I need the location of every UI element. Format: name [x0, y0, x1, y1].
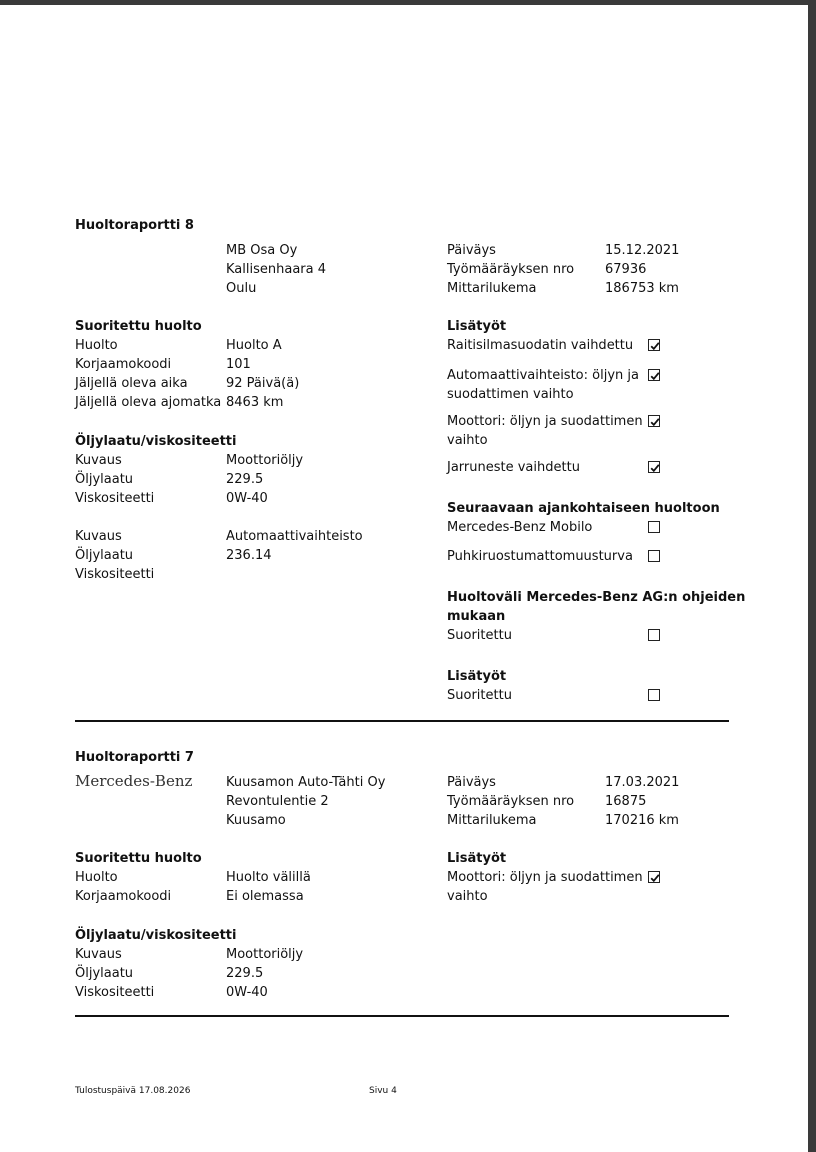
report8-order: 67936 [605, 262, 647, 277]
report8-next-checkbox[interactable] [648, 521, 660, 533]
checkmark-icon [649, 340, 661, 352]
checkmark-icon [649, 370, 661, 382]
report7-oil-heading: Öljylaatu/viskositeetti [75, 928, 237, 943]
report7-oil-label: Viskositeetti [75, 985, 155, 1000]
checkmark-icon [649, 872, 661, 884]
report8-dealer-street: Kallisenhaara 4 [226, 262, 326, 277]
report8-dealer-city: Oulu [226, 281, 257, 296]
report8-service-label: Korjaamokoodi [75, 357, 172, 372]
report8-oil-label: Viskositeetti [75, 491, 155, 506]
report8-oil-label: Öljylaatu [75, 548, 134, 563]
report8-extra-item-label-cont: vaihto [447, 433, 488, 448]
footer-page-number: Sivu 4 [369, 1086, 397, 1096]
report7-odometer: 170216 km [605, 813, 679, 828]
report8-title: Huoltoraportti 8 [75, 218, 194, 233]
report8-service-value: 8463 km [226, 395, 284, 410]
report7-date-label: Päiväys [447, 775, 496, 790]
report8-oil-value: Automaattivaihteisto [226, 529, 363, 544]
report7-service-value: Huolto välillä [226, 870, 311, 885]
report7-dealer-city: Kuusamo [226, 813, 286, 828]
report7-service-label: Huolto [75, 870, 118, 885]
report8-extra-item-label-cont: suodattimen vaihto [447, 387, 574, 402]
report8-interval-heading-cont: mukaan [447, 609, 506, 624]
section-divider [75, 720, 729, 722]
report8-extra-checkbox[interactable] [648, 415, 660, 427]
report7-oil-value: 0W-40 [226, 985, 268, 1000]
report7-extra-heading: Lisätyöt [447, 851, 507, 866]
report8-next-item-label: Mercedes-Benz Mobilo [447, 520, 593, 535]
report8-service-value: 101 [226, 357, 251, 372]
report8-extra2-item-label: Suoritettu [447, 688, 512, 703]
report8-dealer-name: MB Osa Oy [226, 243, 298, 258]
report7-oil-value: 229.5 [226, 966, 264, 981]
report8-extra-heading: Lisätyöt [447, 319, 507, 334]
report7-oil-value: Moottoriöljy [226, 947, 304, 962]
checkmark-icon [649, 416, 661, 428]
report8-oil-value: Moottoriöljy [226, 453, 304, 468]
report7-dealer-street: Revontulentie 2 [226, 794, 329, 809]
checkmark-icon [649, 462, 661, 474]
report8-extra-checkbox[interactable] [648, 339, 660, 351]
document-page [0, 5, 808, 1152]
report8-service-value: 92 Päivä(ä) [226, 376, 300, 391]
report8-service-label: Jäljellä oleva ajomatka [75, 395, 222, 410]
report8-interval-item-label: Suoritettu [447, 628, 512, 643]
report7-order: 16875 [605, 794, 647, 809]
report8-service-value: Huolto A [226, 338, 282, 353]
report7-extra-checkbox[interactable] [648, 871, 660, 883]
report8-extra2-checkbox[interactable] [648, 689, 660, 701]
footer-print-date: Tulostuspäivä 17.08.2026 [75, 1086, 191, 1096]
report7-extra-item-label: Moottori: öljyn ja suodattimen [447, 870, 643, 885]
report8-next-checkbox[interactable] [648, 550, 660, 562]
report7-dealer-name: Kuusamon Auto-Tähti Oy [226, 775, 386, 790]
report7-oil-label: Kuvaus [75, 947, 122, 962]
report7-oil-label: Öljylaatu [75, 966, 134, 981]
report8-oil-label: Öljylaatu [75, 472, 134, 487]
report8-interval-checkbox[interactable] [648, 629, 660, 641]
report8-next-item-label: Puhkiruostumattomuusturva [447, 549, 633, 564]
report7-service-value: Ei olemassa [226, 889, 304, 904]
report8-interval-heading: Huoltoväli Mercedes-Benz AG:n ohjeiden [447, 590, 746, 605]
report8-odometer-label: Mittarilukema [447, 281, 537, 296]
report8-extra2-heading: Lisätyöt [447, 669, 507, 684]
report8-odometer: 186753 km [605, 281, 679, 296]
report8-extra-checkbox[interactable] [648, 369, 660, 381]
mercedes-benz-logo: Mercedes-Benz [75, 772, 193, 790]
report8-order-label: Työmääräyksen nro [447, 262, 575, 277]
report8-extra-item-label: Jarruneste vaihdettu [447, 460, 580, 475]
report8-extra-item-label: Automaattivaihteisto: öljyn ja [447, 368, 639, 383]
report8-oil-value: 0W-40 [226, 491, 268, 506]
report7-extra-item-label-cont: vaihto [447, 889, 488, 904]
report8-oil-label: Viskositeetti [75, 567, 155, 582]
report8-service-label: Jäljellä oleva aika [75, 376, 188, 391]
report7-title: Huoltoraportti 7 [75, 750, 194, 765]
report8-service-heading: Suoritettu huolto [75, 319, 202, 334]
report7-odometer-label: Mittarilukema [447, 813, 537, 828]
report7-service-heading: Suoritettu huolto [75, 851, 202, 866]
report8-service-label: Huolto [75, 338, 118, 353]
report8-date: 15.12.2021 [605, 243, 680, 258]
report8-extra-item-label: Moottori: öljyn ja suodattimen [447, 414, 643, 429]
report8-date-label: Päiväys [447, 243, 496, 258]
report8-oil-value: 236.14 [226, 548, 272, 563]
report8-extra-checkbox[interactable] [648, 461, 660, 473]
report8-oil-value: 229.5 [226, 472, 264, 487]
report8-next-heading: Seuraavaan ajankohtaiseen huoltoon [447, 501, 720, 516]
report7-order-label: Työmääräyksen nro [447, 794, 575, 809]
section-divider [75, 1015, 729, 1017]
report7-date: 17.03.2021 [605, 775, 680, 790]
report7-service-label: Korjaamokoodi [75, 889, 172, 904]
report8-oil-label: Kuvaus [75, 529, 122, 544]
report8-oil-label: Kuvaus [75, 453, 122, 468]
report8-oil-heading: Öljylaatu/viskositeetti [75, 434, 237, 449]
report8-extra-item-label: Raitisilmasuodatin vaihdettu [447, 338, 634, 353]
